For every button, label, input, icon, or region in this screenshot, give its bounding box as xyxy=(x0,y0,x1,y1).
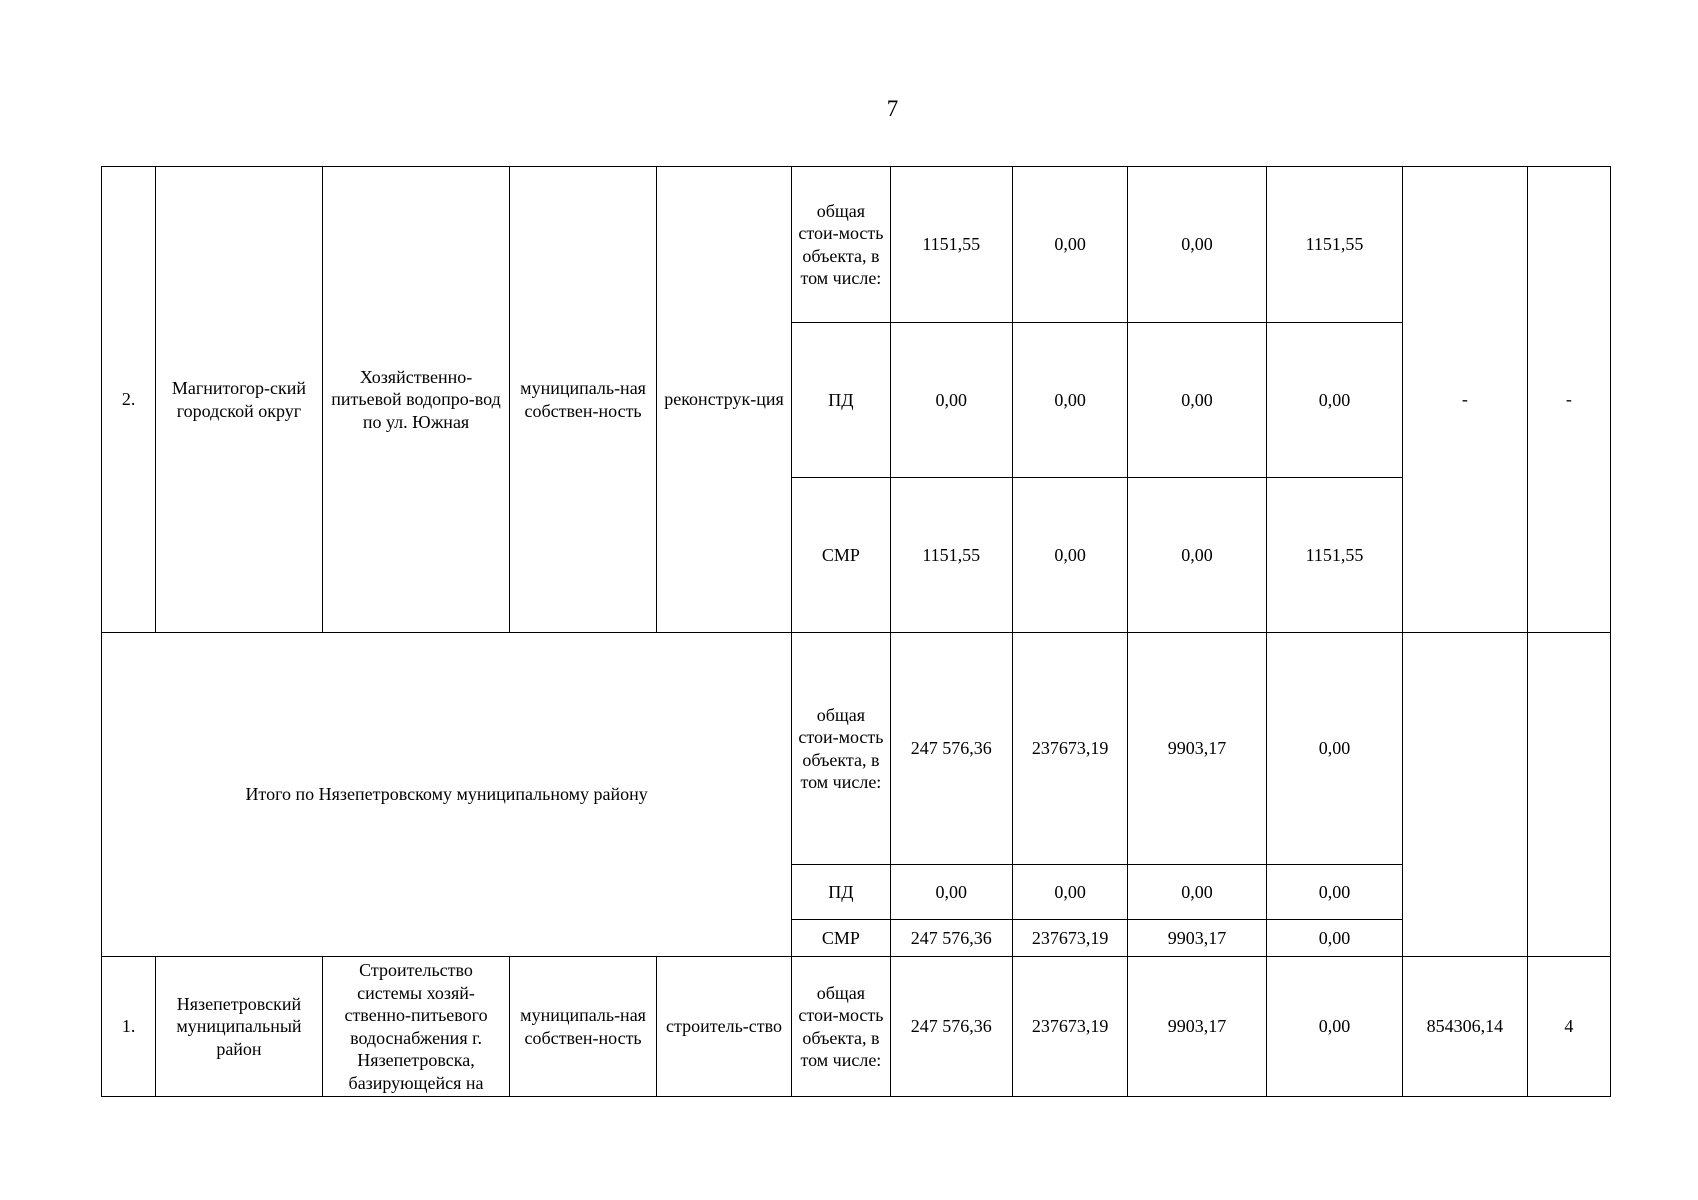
value-cell: 4 xyxy=(1527,957,1610,1097)
value-cell: 9903,17 xyxy=(1128,957,1266,1097)
table-row xyxy=(102,633,1611,865)
value-cell: 247 576,36 xyxy=(890,957,1012,1097)
value-cell: - xyxy=(1403,167,1527,633)
value-cell: 0,00 xyxy=(1266,920,1402,957)
value-cell: 237673,19 xyxy=(1012,633,1127,865)
value-cell: - xyxy=(1527,167,1610,633)
value-cell: 237673,19 xyxy=(1012,957,1127,1097)
value-cell: 0,00 xyxy=(1012,323,1127,478)
value-cell: 0,00 xyxy=(1266,957,1402,1097)
cost-kind-cell: общая стои-мость объекта, в том числе: xyxy=(792,167,890,323)
value-cell: 0,00 xyxy=(1266,323,1402,478)
value-cell: 0,00 xyxy=(1266,865,1402,920)
row-number: 1. xyxy=(102,957,156,1097)
value-cell: 1151,55 xyxy=(890,478,1012,633)
cost-kind-cell: общая стои-мость объекта, в том числе: xyxy=(792,957,890,1097)
value-cell: 0,00 xyxy=(1128,323,1266,478)
table-row xyxy=(102,167,1611,323)
value-cell: 0,00 xyxy=(1128,865,1266,920)
municipality-cell: Магнитогор-ский городской округ xyxy=(156,167,323,633)
value-cell: 854306,14 xyxy=(1403,957,1527,1097)
row-number: 2. xyxy=(102,167,156,633)
value-cell: 0,00 xyxy=(1128,478,1266,633)
empty-cell xyxy=(1403,633,1527,957)
cost-kind-cell: СМР xyxy=(792,478,890,633)
value-cell: 1151,55 xyxy=(1266,478,1402,633)
value-cell: 9903,17 xyxy=(1128,920,1266,957)
municipality-cell: Нязепетровский муниципальный район xyxy=(156,957,323,1097)
value-cell: 247 576,36 xyxy=(890,920,1012,957)
ownership-cell: муниципаль-ная собствен-ность xyxy=(510,167,656,633)
value-cell: 1151,55 xyxy=(890,167,1012,323)
subtotal-label: Итого по Нязепетровскому муниципальному району xyxy=(102,633,792,957)
value-cell: 0,00 xyxy=(1012,865,1127,920)
value-cell: 0,00 xyxy=(1128,167,1266,323)
cost-kind-cell: ПД xyxy=(792,865,890,920)
object-name-cell: Хозяйственно-питьевой водопро-вод по ул. Южная xyxy=(322,167,510,633)
cost-kind-cell: общая стои-мость объекта, в том числе: xyxy=(792,633,890,865)
value-cell: 247 576,36 xyxy=(890,633,1012,865)
value-cell: 9903,17 xyxy=(1128,633,1266,865)
work-type-cell: реконструк-ция xyxy=(656,167,791,633)
value-cell: 0,00 xyxy=(890,323,1012,478)
value-cell: 0,00 xyxy=(1266,633,1402,865)
objects-table xyxy=(101,166,1611,1097)
work-type-cell: строитель-ство xyxy=(656,957,791,1097)
value-cell: 0,00 xyxy=(890,865,1012,920)
cost-kind-cell: ПД xyxy=(792,323,890,478)
cost-kind-cell: СМР xyxy=(792,920,890,957)
object-name-cell: Строительство системы хозяй-ственно-питьевого водоснабжения г. Нязепетровска, базирующейся на xyxy=(322,957,510,1097)
value-cell: 0,00 xyxy=(1012,478,1127,633)
ownership-cell: муниципаль-ная собствен-ность xyxy=(510,957,656,1097)
empty-cell xyxy=(1527,633,1610,957)
page-number: 7 xyxy=(886,96,899,121)
table-row xyxy=(102,957,1611,1097)
value-cell: 0,00 xyxy=(1012,167,1127,323)
value-cell: 1151,55 xyxy=(1266,167,1402,323)
value-cell: 237673,19 xyxy=(1012,920,1127,957)
